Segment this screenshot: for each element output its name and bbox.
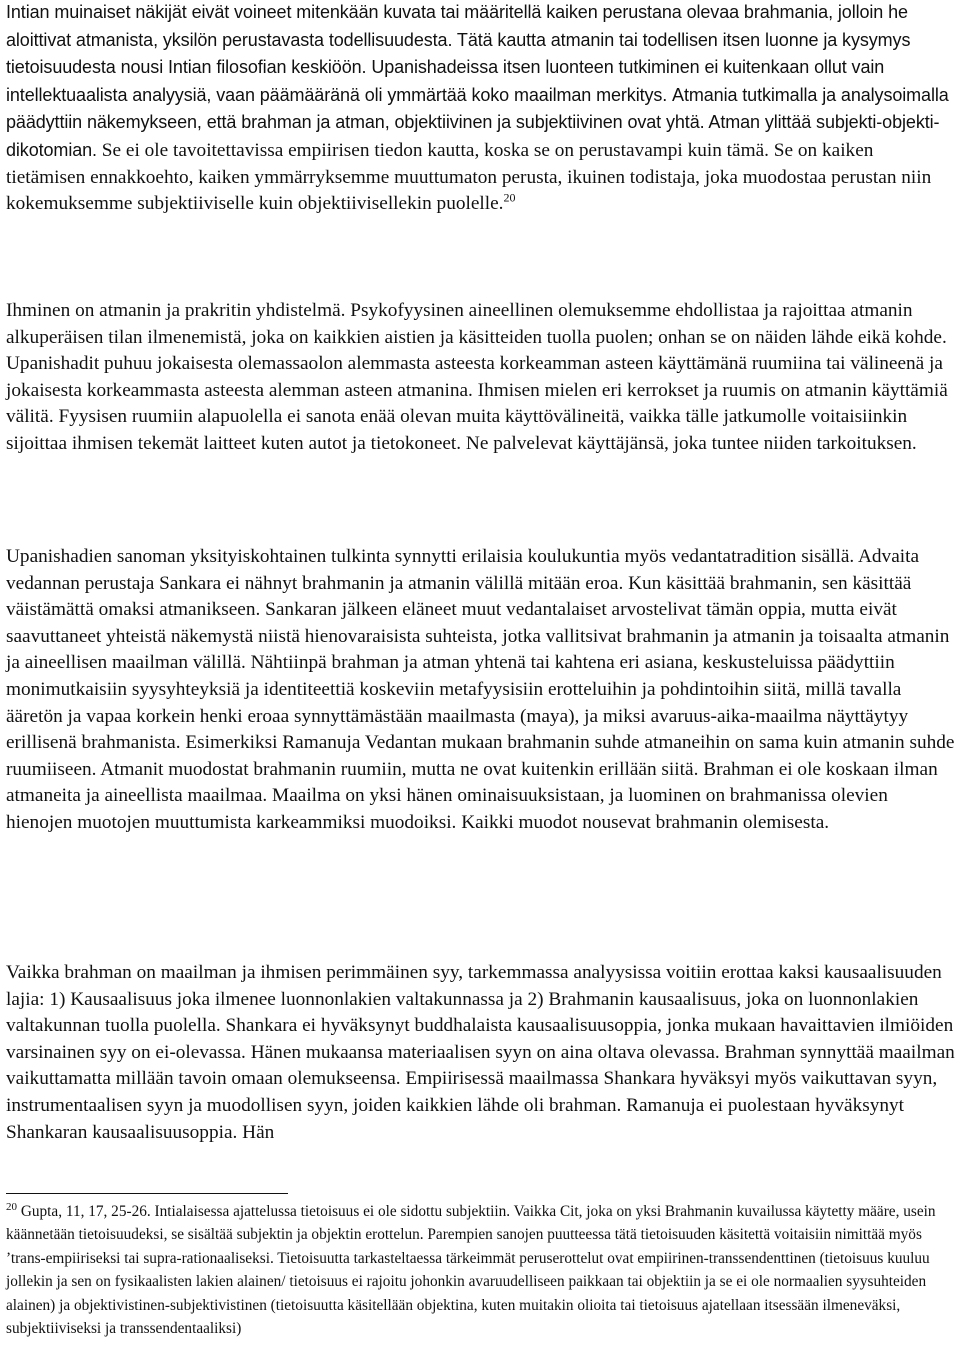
paragraph1-sentence2: Atmania tutkimalla ja analysoimalla päädyttiin näkemykseen, että brahman ja atman, objektiivinen ja subjektiivinen ovat yhtä. Atman ylittää subjekti-objekti-dikotomian. [6,84,949,160]
paragraph-vedanta-schools: Upanishadien sanoman yksityiskohtainen tulkinta synnytti erilaisia koulukuntia myös vedantatradition sisällä. Advaita vedannan perustaja Sankara ei nähnyt brahmanin ja atmanin välillä mitään eroa. Kun käsittää brahmanin, sen käsittää väistämättä omaksi atmanikseen. Sankaran jälkeen eläneet muut vedantalaiset arvostelivat tämän oppia, mutta eivät saavuttaneet yhteistä näkemystä niistä hienovaraisista suhteista, jotka vallitsivat brahmanin ja atmanin ja toisaalta atmanin ja aineellisen maailman välillä. Nähtiinpä brahman ja atman yhtenä tai kahtena eri asiana, keskusteluissa päädyttiin monimutkaisiin syysyhteyksiä ja identiteettiä koskeviin metafyysisiin erotteluihin ja pohdintoihin siitä, millä tavalla ääretön ja vapaa korkein henki eroaa synnyttämästään maailmasta (maya), ja miksi avaruus-aika-maailma näyttäytyy erillisenä brahmanista. Esimerkiksi Ramanuja Vedantan mukaan brahmanin suhde atmaneihin on sama kuin atmanin suhde ruumiiseen. Atmanit muodostat brahmanin ruumiin, mutta ne ovat kuitenkin erillään siitä. Brahman ei ole koskaan ilman atmaneita ja aineellista maailmaa. Maailma on yksi hänen ominaisuuksistaan, ja luominen on brahmanissa olevien hienojen muotojen muuttumista karkeammiksi muodoiksi. Kaikki muodot nousevat brahmanin olemisesta. [6,546,955,833]
paragraph-causality: Vaikka brahman on maailman ja ihmisen perimmäinen syy, tarkemmassa analyysissa voitiin erottaa kaksi kausaalisuuden lajia: 1) Kausaalisuus joka ilmenee luonnonlakien valtakunnassa ja 2) Brahmanin kausaalisuus, joka on luonnonlakien valtakunnan tuolla puolella. Shankara ei hyväksynyt buddhalaista kausaalisuusoppia, jonka mukaan havaittavien ilmiöiden varsinainen syy on ei-olevassa. Hänen mukaansa materiaalisen syyn on aina oltava olevassa. Brahman synnyttää maailman vaikuttamatta millään tavoin omaan olemukseensa. Empiirisessä maailmassa Shankara hyväksyi myös vaikuttavan syyn, instrumentaalisen syyn ja muodollisen syyn, joiden kaikkien lähde oli brahman. Ramanuja ei puolestaan hyväksynyt Shankaran kausaalisuusoppia. Hän [6,962,955,1143]
footnote-reference[interactable]: 20 [503,190,516,205]
paragraph1-sentence3: Se ei ole tavoitettavissa empiirisen tiedon kautta, koska se on perustavampi kuin tämä. [101,139,769,161]
paragraph1-sentence4: Se on kaiken tietämisen ennakkoehto, kaiken ymmärryksemme muuttumaton perusta, ikuinen todistaja, joka muodostaa perustan niin kokemuksemme subjektiiviselle kuin objektiivisellekin puolelle. [6,139,932,215]
paragraph-human-atman-prakriti: Ihminen on atmanin ja prakritin yhdistelmä. Psykofyysinen aineellinen olemuksemme ehdollistaa ja rajoittaa atmanin alkuperäisen tilan ilmenemistä, joka on kaikkien aistien ja käsitteiden tuolla puolen; onhan se on näiden lähde eikä kohde. Upanishadit puhuu jokaisesta olemassaolon alemmasta asteesta korkeamman asteen käyttämänä ruumiina tai välineenä ja jokaisesta korkeammasta asteesta alemman asteen atmanina. Ihmisen mielen eri kerrokset ja ruumis on atmanin käyttämiä välitä. Fyysisen ruumiin alapuolella ei sanota enää olevan muita käyttövälineitä, vaikka tälle jatkumolle voitaisiinkin sijoittaa ihmisen tekemät laitteet kuten autot ja tietokoneet. Ne palvelevat käyttäjänsä, joka tuntee niiden tarkoituksen. [6,300,948,454]
footnote-number: 20 [6,1200,17,1213]
footnote-separator [6,1193,288,1194]
paragraph1-sentence1: Intian muinaiset näkijät eivät voineet mitenkään kuvata tai määritellä kaiken perustana olevaa brahmania, jolloin he aloittivat atmanista, yksilön perustavasta todellisuudesta. Tätä kautta atmanin tai todellisen itsen luonne ja kysymys tietoisuudesta nousi Intian filosofian keskiöön. Upanishadeissa itsen luonteen tutkiminen ei kuitenkaan ollut vain intellektuaalista analyysiä, vaan päämääränä oli ymmärtää koko maailman merkitys. [6,2,911,105]
paragraph-atman-origins [6,0,956,218]
footnote-text: Gupta, 11, 17, 25-26. Intialaisessa ajattelussa tietoisuus ei ole sidottu subjektiin. Vaikka Cit, joka on yksi Brahmanin kuvailussa käytetty määre, usein käännetään tietoisuudeksi, se sisältää subjektin ja objektin erottelun. Parempien sanojen puutteessa tätä tietoisuuden käsitettä voitaisiin nimittää myös ’trans-empiiriseksi tai supra-rationaaliseksi. Tietoisuutta tarkasteltaessa tärkeimmät peruserottelut ovat empiirinen-transsendenttinen (tietoisuus kuuluu jollekin ja sen on fysikaalisten lakien alainen/ tietoisuus ei rajoitu johonkin avaruudelliseen paikkaan tai objektiin ja se ei ole normaalien syysuhteiden alainen) ja objektivistinen-subjektivistinen (tietoisuutta käsitellään objektina, kuten muitakin olioita tai tietoisuus ajatellaan itsessään ilmeneväksi, subjektiiviseksi ja transsendentaaliksi) [6,1203,936,1338]
footnote-20 [6,1200,956,1340]
